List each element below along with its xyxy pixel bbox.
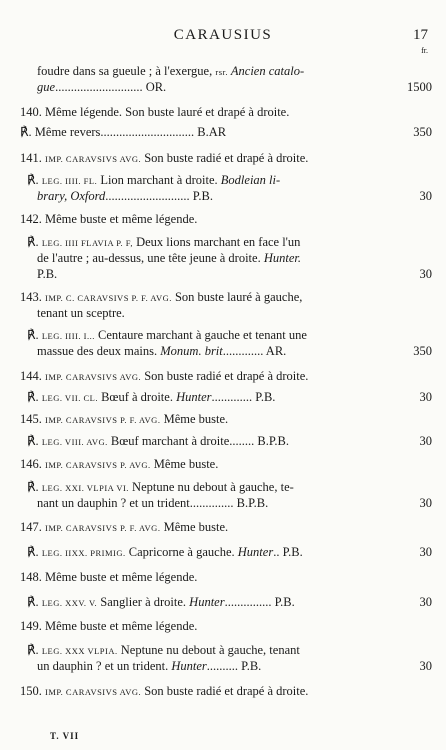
line-text <box>27 235 300 251</box>
legend-inscription: LEG. IIII. I... <box>41 331 95 341</box>
line-text <box>20 412 228 428</box>
line-text <box>37 251 301 266</box>
line-fragment: 146. <box>20 457 45 471</box>
signature-mark: T. VII <box>50 731 80 741</box>
line-text <box>27 390 275 406</box>
line-fragment: ℟. <box>27 545 42 559</box>
legend-inscription: LEG. IIII FLAVIA P. F, <box>41 238 133 248</box>
legend-inscription: IMP. CARAVSIVS AVG. <box>45 372 142 382</box>
legend-inscription: IMP. CARAVSIVS P. F. AVG. <box>45 415 161 425</box>
legend-inscription: IMP. CARAVSIVS AVG. <box>45 687 142 697</box>
reference-italic: Ancien catalo- <box>227 64 305 78</box>
line-fragment: ............... P.B. <box>224 595 295 609</box>
line-text <box>37 267 57 282</box>
line-text <box>37 659 261 674</box>
reference-italic: Hunter <box>189 595 225 609</box>
legend-inscription: rsr. <box>215 67 228 77</box>
line-text <box>37 344 286 359</box>
line-fragment: 144. <box>20 369 45 383</box>
line-fragment: ℟. <box>27 595 42 609</box>
line-text <box>27 434 289 450</box>
line-fragment: 148. Même buste et même légende. <box>20 570 198 584</box>
legend-inscription: IMP. C. CARAVSIVS P. F. AVG. <box>45 293 172 303</box>
line-fragment: un dauphin ? et un trident. <box>37 659 172 673</box>
line-fragment: Son buste radié et drapé à droite. <box>141 684 309 698</box>
line-fragment: Centaure marchant à gauche et tenant une <box>94 328 307 342</box>
price-value: 350 <box>413 344 432 358</box>
legend-inscription: IMP. CARAVSIVS P. AVG. <box>45 460 151 470</box>
line-fragment: 147. <box>20 520 45 534</box>
line-fragment: 140. Même légende. Son buste lauré et drapé à droite. <box>20 105 290 119</box>
legend-inscription: LEG. VII. CL. <box>41 393 98 403</box>
line-fragment: 143. <box>20 290 45 304</box>
reference-italic: Hunter <box>176 390 212 404</box>
line-text <box>27 545 303 561</box>
line-text <box>20 151 308 167</box>
line-fragment: 141. <box>20 151 45 165</box>
legend-inscription: IMP. CARAVSIVS AVG. <box>45 154 142 164</box>
line-fragment: Son buste radié et drapé à droite. <box>141 151 309 165</box>
line-fragment: ............. P.B. <box>211 390 276 404</box>
line-text <box>20 619 197 634</box>
line-fragment: Son buste radié et drapé à droite. <box>141 369 309 383</box>
line-fragment: Neptune nu debout à gauche, tenant <box>117 643 300 657</box>
line-fragment: ℟. <box>27 235 42 249</box>
line-fragment: nant un dauphin ? et un trident.............. B.P.B. <box>37 496 269 510</box>
line-text <box>20 684 308 700</box>
price-value: 30 <box>419 595 432 609</box>
line-text <box>20 125 226 140</box>
price-value: 30 <box>419 390 432 404</box>
line-fragment: Capricorne à gauche. <box>125 545 238 559</box>
line-fragment: ............................ OR. <box>55 80 167 94</box>
line-text <box>37 306 125 321</box>
line-fragment: ℟. <box>27 390 42 404</box>
line-fragment: .. P.B. <box>273 545 303 559</box>
line-fragment: Lion marchant à droite. <box>97 173 221 187</box>
line-fragment: Même buste. <box>160 412 229 426</box>
line-text <box>37 80 166 95</box>
line-fragment: ℟. <box>27 173 42 187</box>
line-fragment: ℟. <box>27 480 42 494</box>
legend-inscription: LEG. VIII. AVG. <box>41 437 108 447</box>
price-value: 30 <box>419 496 432 510</box>
line-fragment: .......... P.B. <box>206 659 262 673</box>
price-value: 30 <box>419 434 432 448</box>
line-fragment: Même buste. <box>150 457 219 471</box>
line-fragment: Son buste lauré à gauche, <box>171 290 303 304</box>
line-fragment: foudre dans sa gueule ; à l'exergue, <box>37 64 216 78</box>
legend-inscription: LEG. IIII. FL. <box>41 176 98 186</box>
price-value: 30 <box>419 267 432 281</box>
legend-inscription: LEG. XXV. V. <box>41 598 98 608</box>
line-text <box>20 105 289 120</box>
line-fragment: tenant un sceptre. <box>37 306 125 320</box>
line-text <box>27 480 294 496</box>
reference-italic: brary, Oxford <box>37 189 106 203</box>
line-fragment: Bœuf à droite. <box>97 390 177 404</box>
legend-inscription: LEG. XXI. VLPIA VI. <box>41 483 129 493</box>
line-text <box>27 328 307 344</box>
page-number: 17 <box>413 27 428 43</box>
reference-italic: Hunter <box>237 545 274 559</box>
line-text <box>20 520 228 536</box>
line-fragment: ............. AR. <box>222 344 287 358</box>
line-fragment: massue des deux mains. <box>37 344 161 358</box>
reference-italic: gue <box>37 80 56 94</box>
price-value: 350 <box>413 125 432 139</box>
reference-italic: Hunter. <box>263 251 301 265</box>
line-fragment: ℟. <box>27 434 42 448</box>
line-fragment: ℟. <box>27 328 42 342</box>
legend-inscription: LEG. IIXX. PRIMIG. <box>41 548 126 558</box>
line-text <box>27 173 280 189</box>
line-text <box>27 595 295 611</box>
line-fragment: Bœuf marchant à droite........ B.P.B. <box>107 434 290 448</box>
line-fragment: P.B. <box>37 267 58 281</box>
line-fragment: ℟. Même revers.............................. B.AR <box>20 125 227 139</box>
price-value: 30 <box>419 659 432 673</box>
legend-inscription: LEG. XXX VLPIA. <box>41 646 118 656</box>
currency-label: fr. <box>421 46 428 55</box>
reference-italic: Hunter <box>171 659 207 673</box>
line-text <box>20 290 302 306</box>
line-text <box>20 457 218 473</box>
line-fragment: Neptune nu debout à gauche, te- <box>128 480 294 494</box>
line-fragment: 145. <box>20 412 45 426</box>
legend-inscription: IMP. CARAVSIVS P. F. AVG. <box>45 523 161 533</box>
line-text <box>37 64 304 80</box>
line-fragment: 149. Même buste et même légende. <box>20 619 198 633</box>
running-header-title: CARAUSIUS <box>173 27 273 43</box>
line-fragment: ℟. <box>27 643 42 657</box>
line-fragment: Sanglier à droite. <box>97 595 190 609</box>
line-text <box>20 570 197 585</box>
line-text <box>27 643 300 659</box>
line-fragment: 142. Même buste et même légende. <box>20 212 198 226</box>
price-value: 30 <box>419 545 432 559</box>
line-text <box>20 369 308 385</box>
line-fragment: ........................... P.B. <box>105 189 213 203</box>
line-fragment: Deux lions marchant en face l'un <box>132 235 301 249</box>
line-fragment: 150. <box>20 684 45 698</box>
line-fragment: Même buste. <box>160 520 229 534</box>
line-text <box>20 212 197 227</box>
line-text <box>37 496 268 511</box>
price-value: 1500 <box>407 80 432 94</box>
line-fragment: de l'autre ; au-dessus, une tête jeune à droite. <box>37 251 264 265</box>
reference-italic: Bodleian li- <box>220 173 281 187</box>
price-value: 30 <box>419 189 432 203</box>
line-text <box>37 189 213 204</box>
reference-italic: Monum. brit <box>160 344 223 358</box>
